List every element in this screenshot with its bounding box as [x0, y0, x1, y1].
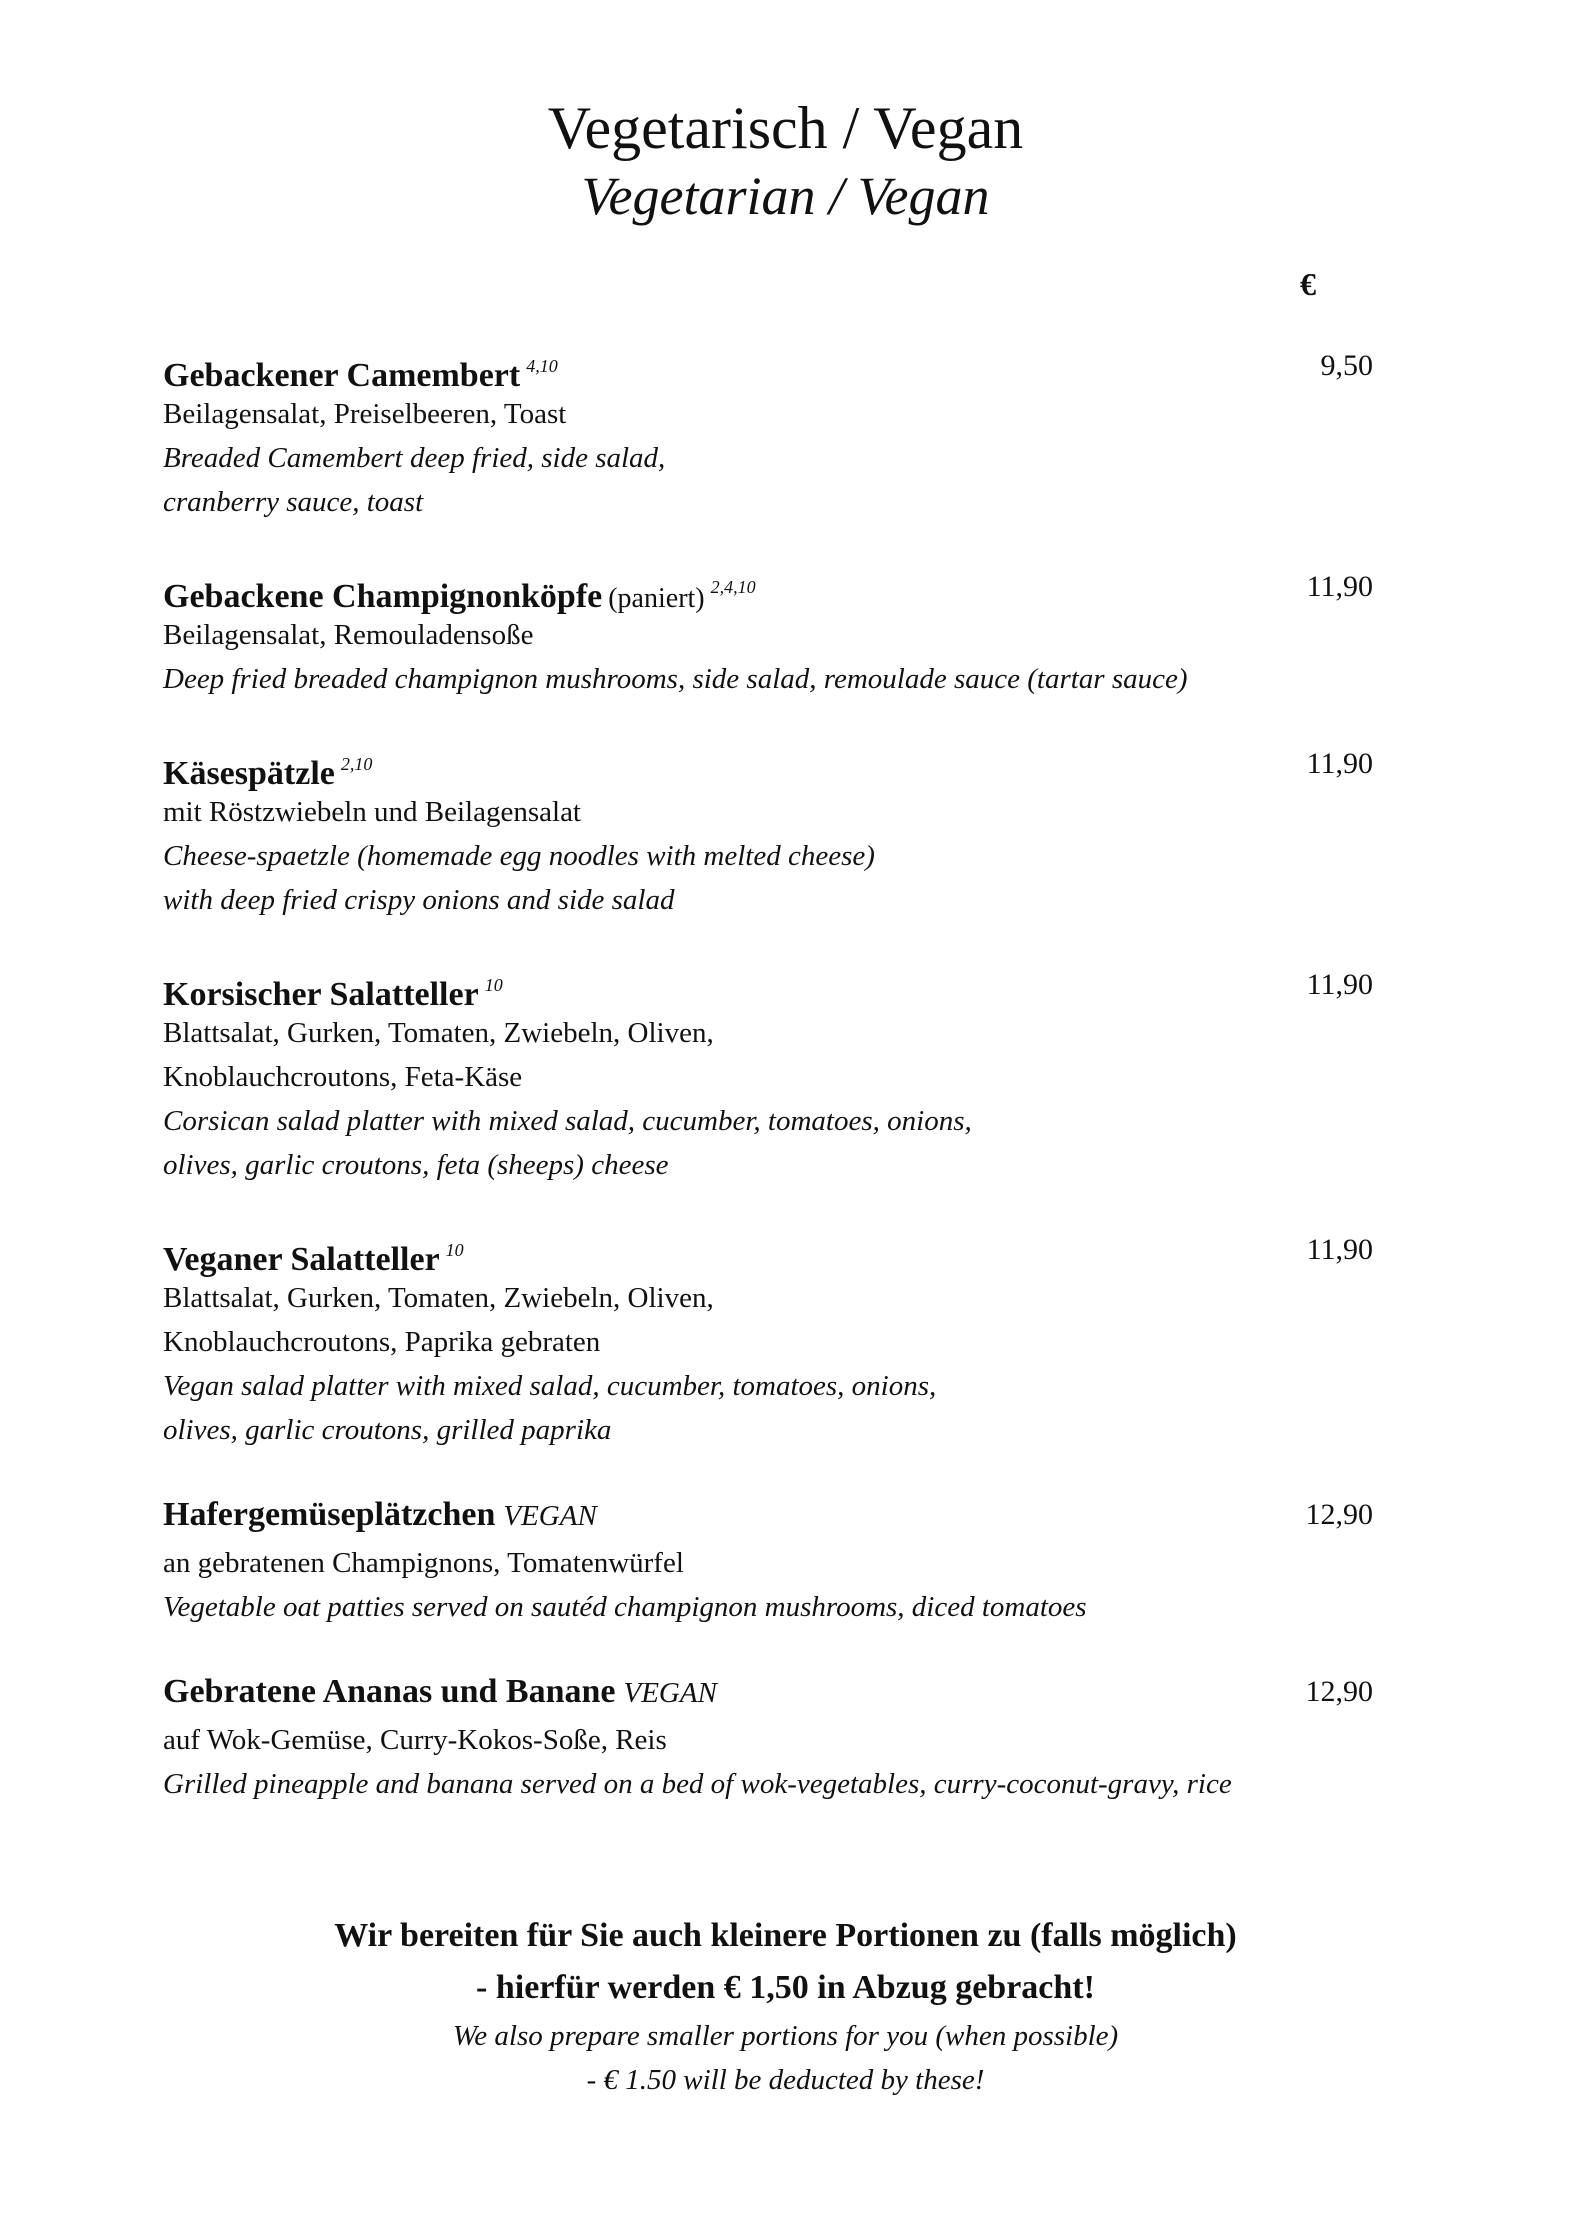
- menu-item: [163, 959, 1373, 1187]
- menu-item-description-de: Blattsalat, Gurken, Tomaten, Zwiebeln, Oliven,: [163, 1282, 714, 1314]
- menu-item-description-en: Deep fried breaded champignon mushrooms, side salad, remoulade sauce (tartar sauce): [163, 663, 1188, 695]
- footer-note-en-1: We also prepare smaller portions for you (when possible): [452, 2020, 1119, 2052]
- menu-item-name: Hafergemüseplätzchen: [163, 1496, 496, 1533]
- menu-item: [163, 1489, 1373, 1629]
- menu-list: [163, 340, 1373, 1843]
- menu-item-description-en: olives, garlic croutons, feta (sheeps) cheese: [163, 1149, 669, 1181]
- menu-item: [163, 1224, 1373, 1452]
- menu-item-description-de: auf Wok-Gemüse, Curry-Kokos-Soße, Reis: [163, 1724, 667, 1756]
- menu-item-allergens: 2,10: [340, 754, 373, 774]
- menu-item-header: [163, 1224, 1373, 1276]
- menu-item-header: [163, 959, 1373, 1011]
- page-subtitle: Vegetarian / Vegan: [581, 166, 990, 226]
- menu-item-description-en: Corsican salad platter with mixed salad, cucumber, tomatoes, onions,: [163, 1105, 972, 1137]
- menu-item-allergens: 10: [484, 975, 503, 995]
- menu-item-name: Veganer Salatteller: [163, 1241, 440, 1278]
- menu-item-header: [163, 561, 1373, 613]
- menu-item-description-de: Blattsalat, Gurken, Tomaten, Zwiebeln, Oliven,: [163, 1017, 714, 1049]
- menu-item-price: 11,90: [1306, 968, 1373, 1001]
- menu-item-header: [163, 738, 1373, 790]
- menu-item-allergens: 4,10: [526, 356, 558, 376]
- menu-item: [163, 340, 1373, 524]
- menu-item-name: Gebackene Champignonköpfe: [163, 578, 603, 615]
- menu-item-name: Gebratene Ananas und Banane: [163, 1673, 616, 1710]
- menu-item: [163, 1666, 1373, 1806]
- menu-item-price: 11,90: [1306, 747, 1373, 780]
- menu-item-price: 11,90: [1306, 570, 1373, 603]
- menu-item: [163, 561, 1373, 701]
- menu-item-description-en: olives, garlic croutons, grilled paprika: [163, 1414, 612, 1446]
- menu-item-vegan-tag: VEGAN: [503, 1500, 597, 1532]
- menu-item: [163, 738, 1373, 922]
- menu-item-description-de: Knoblauchcroutons, Feta-Käse: [163, 1061, 523, 1093]
- menu-item-description-en: with deep fried crispy onions and side salad: [163, 884, 675, 916]
- menu-item-qualifier: (paniert): [608, 583, 705, 614]
- menu-item-name: Käsespätzle: [163, 755, 335, 792]
- menu-item-header: [163, 1489, 1373, 1541]
- menu-item-allergens: 2,4,10: [710, 577, 756, 597]
- menu-item-allergens: 10: [445, 1240, 464, 1260]
- menu-item-description-de: Beilagensalat, Remouladensoße: [163, 619, 534, 651]
- menu-item-header: [163, 340, 1373, 392]
- menu-item-description-de: an gebratenen Champignons, Tomatenwürfel: [163, 1547, 684, 1579]
- menu-item-vegan-tag: VEGAN: [623, 1677, 717, 1709]
- menu-item-description-de: Beilagensalat, Preiselbeeren, Toast: [163, 398, 567, 430]
- menu-item-price: 11,90: [1306, 1233, 1373, 1266]
- menu-item-price: 12,90: [1305, 1675, 1373, 1708]
- menu-item-description-en: Breaded Camembert deep fried, side salad,: [163, 442, 666, 474]
- menu-item-description-en: Vegetable oat patties served on sautéd champignon mushrooms, diced tomatoes: [163, 1591, 1087, 1623]
- menu-item-description-en: Cheese-spaetzle (homemade egg noodles with melted cheese): [163, 840, 875, 872]
- menu-item-name: Korsischer Salatteller: [163, 976, 479, 1013]
- menu-item-description-en: cranberry sauce, toast: [163, 486, 424, 518]
- menu-item-price: 9,50: [1320, 349, 1373, 382]
- menu-item-header: [163, 1666, 1373, 1718]
- footer-note-de-2: - hierfür werden € 1,50 in Abzug gebracht!: [476, 1969, 1095, 2006]
- footer-note-de-1: Wir bereiten für Sie auch kleinere Portionen zu (falls möglich): [334, 1917, 1237, 1954]
- menu-item-description-en: Vegan salad platter with mixed salad, cucumber, tomatoes, onions,: [163, 1370, 937, 1402]
- footer-note-en-2: - € 1.50 will be deducted by these!: [586, 2064, 985, 2096]
- menu-item-price: 12,90: [1305, 1498, 1373, 1531]
- menu-item-description-en: Grilled pineapple and banana served on a bed of wok-vegetables, curry-coconut-gravy, rice: [163, 1768, 1232, 1800]
- menu-item-description-de: mit Röstzwiebeln und Beilagensalat: [163, 796, 581, 828]
- page-title: Vegetarisch / Vegan: [547, 95, 1024, 161]
- menu-item-description-de: Knoblauchcroutons, Paprika gebraten: [163, 1326, 601, 1358]
- footer-note: [0, 1910, 1571, 2102]
- menu-item-name: Gebackener Camembert: [163, 357, 521, 394]
- currency-symbol: €: [1300, 266, 1316, 302]
